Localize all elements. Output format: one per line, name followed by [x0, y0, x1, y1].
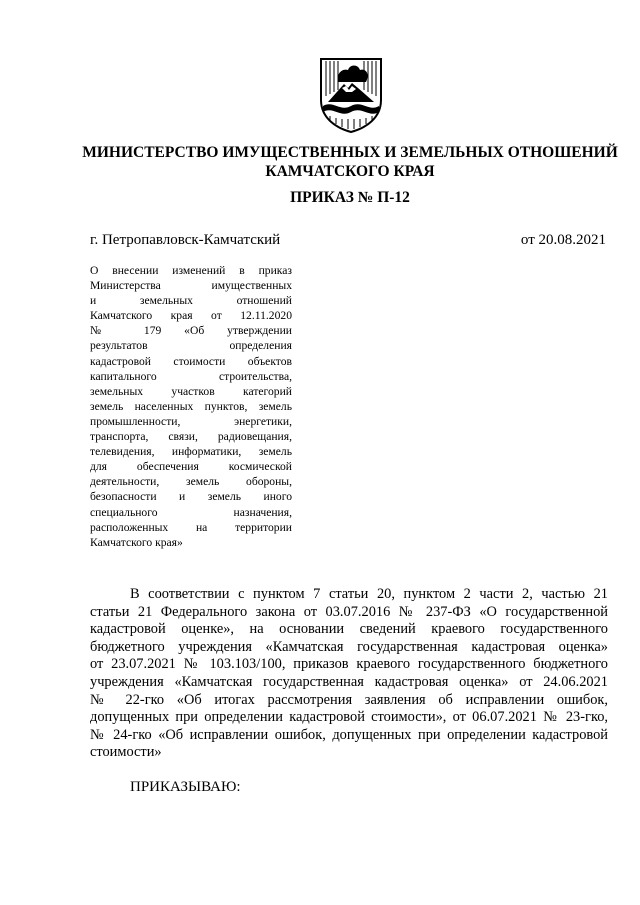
order-title: ПРИКАЗ № П-12 — [290, 189, 410, 206]
order-body — [90, 586, 608, 762]
subject-line: специального назначения, — [90, 505, 292, 519]
subject-line: капитального строительства, — [90, 369, 292, 383]
ministry-name-line2: КАМЧАТСКОГО КРАЯ — [265, 163, 435, 180]
subject-line: расположенных на территории — [90, 520, 292, 534]
order-date: от 20.08.2021 — [520, 232, 606, 248]
body-line: бюджетного учреждения «Камчатская государственная кадастровая оценка» — [90, 638, 608, 655]
body-line: В соответствии с пунктом 7 статьи 20, пунктом 2 части 2, частью 21 — [130, 586, 608, 602]
subject-line: кадастровой стоимости объектов — [90, 354, 292, 368]
subject-line: Камчатского края» — [90, 535, 183, 549]
order-directive: ПРИКАЗЫВАЮ: — [130, 779, 241, 795]
ministry-name-line1: МИНИСТЕРСТВО ИМУЩЕСТВЕННЫХ И ЗЕМЕЛЬНЫХ ОТНОШЕНИЙ — [82, 144, 618, 161]
subject-line: для обеспечения космической — [90, 460, 292, 474]
subject-line: промышленности, энергетики, — [90, 414, 292, 428]
kamchatka-coat-of-arms-icon — [318, 56, 384, 134]
body-line: допущенных при определении кадастровой стоимости», от 06.07.2021 № 23-гко, — [90, 709, 608, 726]
body-line: статьи 21 Федерального закона от 03.07.2016 № 237-ФЗ «О государственной — [90, 603, 608, 620]
subject-line: деятельности, земель обороны, — [90, 475, 292, 489]
body-line: № 22-гко «Об итогах рассмотрения заявления об исправлении ошибок, — [90, 691, 608, 708]
subject-line: земельных участков категорий — [90, 384, 292, 398]
subject-line: Министерства имущественных — [90, 279, 292, 293]
subject-line: результатов определения — [90, 339, 292, 353]
body-line: учреждения «Камчатская государственная кадастровая оценка» от 24.06.2021 — [90, 673, 608, 690]
order-subject — [90, 263, 292, 550]
order-place: г. Петропавловск-Камчатский — [90, 232, 281, 248]
subject-line: безопасности и земель иного — [90, 490, 292, 504]
subject-line: О внесении изменений в приказ — [90, 264, 292, 277]
body-line: стоимости» — [90, 744, 162, 761]
subject-line: транспорта, связи, радиовещания, — [90, 430, 292, 444]
subject-line: телевидения, информатики, земель — [90, 445, 292, 459]
subject-line: Камчатского края от 12.11.2020 — [90, 309, 292, 323]
body-line: от 23.07.2021 № 103.103/100, приказов краевого государственного бюджетного — [90, 656, 608, 673]
subject-line: земель населенных пунктов, земель — [90, 399, 292, 413]
subject-line: и земельных отношений — [90, 294, 292, 308]
subject-line: № 179 «Об утверждении — [90, 324, 292, 338]
body-line: № 24-гко «Об исправлении ошибок, допущенных при определении кадастровой — [90, 726, 608, 743]
body-line: кадастровой оценке», на основании сведений краевого государственного — [90, 621, 608, 638]
